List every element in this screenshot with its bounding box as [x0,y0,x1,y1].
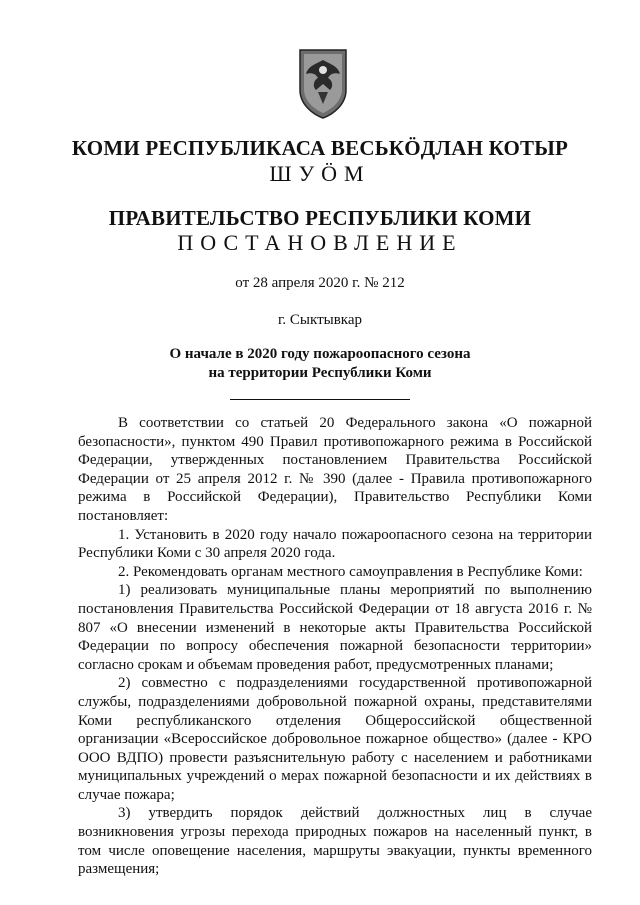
body-paragraph: 1) реализовать муниципальные планы мероприятий по выполнению постановления Правительства Российской Федерации от 18 августа 2016 г. № 807 «О внесении изменений в некоторые акты Правительства Российской Федерации по вопросу обеспечения пожарной безопасности территории» согласно срокам и объемам проведения работ, предусмотренных планами; [78,582,592,673]
header-komi-subtitle: ШУÖМ [269,161,371,186]
document-title-line: на территории Республики Коми [208,365,432,381]
body-paragraph: 2. Рекомендовать органам местного самоуправления в Республике Коми: [118,563,583,580]
body-paragraph: В соответствии со статьей 20 Федерального закона «О пожарной безопасности», пунктом 490 Правил противопожарного режима в Российской Федерации, утвержденных постановлением Правительства Российской Федерации от 25 апреля 2012 г. № 390 (далее - Правила противопожарного режима в Российской Федерации), Правительство Республики Коми постановляет: [78,415,592,524]
document-date-number: от 28 апреля 2020 г. № 212 [235,275,405,291]
document-title [0,345,640,383]
title-underline [230,399,410,400]
document-title-line: О начале в 2020 году пожароопасного сезона [169,346,471,362]
header-komi-title: КОМИ РЕСПУБЛИКАСА ВЕСЬКÖДЛАН КОТЫР [71,136,569,160]
body-paragraph: 3) утвердить порядок действий должностных лиц в случае возникновения угрозы перехода природных пожаров на населенный пункт, в том числе оповещение населения, маршруты эвакуации, пункты временного размещения; [78,805,592,878]
body-paragraph: 1. Установить в 2020 году начало пожароопасного сезона на территории Республики Коми с 30 апреля 2020 года. [78,526,592,562]
coat-of-arms-emblem [296,44,350,120]
body-paragraph: 2) совместно с подразделениями государственной противопожарной службы, подразделениями добровольной пожарной охраны, представителями Коми республиканского отделения Общероссийской общественной организации «Всероссийское добровольное пожарное общество» (далее - КРО ООО ВДПО) провести разъяснительную работу с населением и работниками муниципальных учреждений о мерах пожарной безопасности и их действиях в случае пожара; [78,675,592,803]
header-government-title: ПРАВИТЕЛЬСТВО РЕСПУБЛИКИ КОМИ [108,206,532,230]
header-document-type: ПОСТАНОВЛЕНИЕ [177,230,463,255]
document-city: г. Сыктывкар [277,312,363,328]
document-body [78,414,592,879]
